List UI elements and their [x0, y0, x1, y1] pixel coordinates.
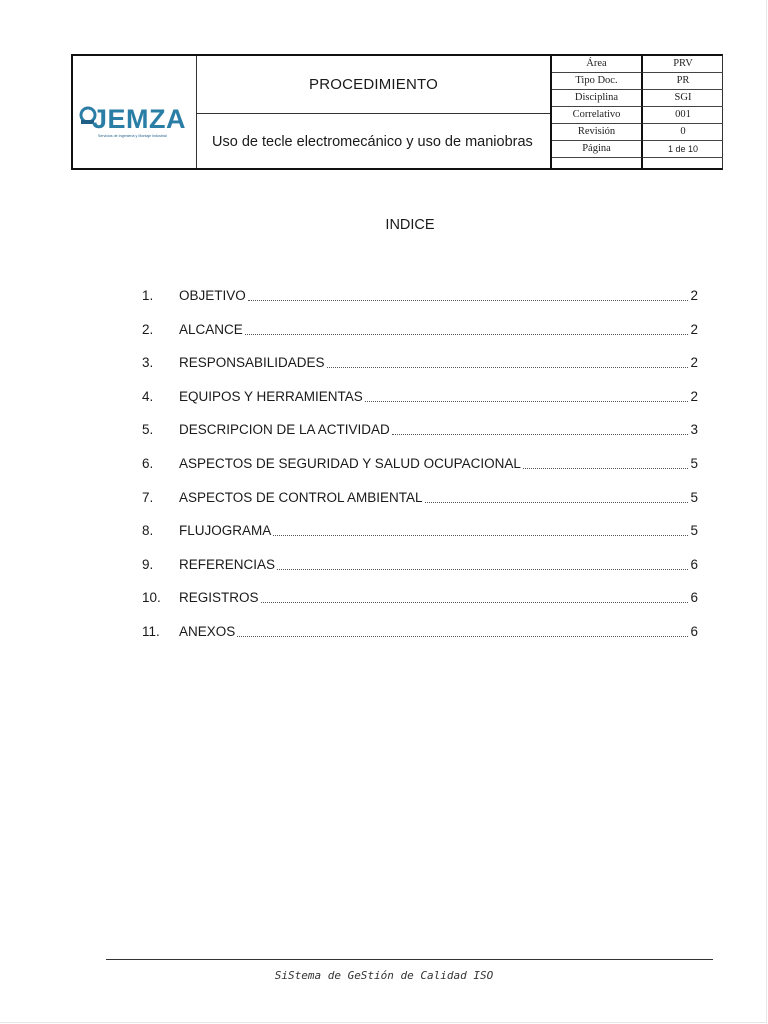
meta-row-area — [552, 56, 723, 73]
toc-leader-dots — [327, 355, 689, 368]
toc-label: RESPONSABILIDADES — [179, 355, 325, 371]
toc-number: 11. — [142, 623, 160, 639]
logo-tagline: Servicios de Ingeniería y Montaje Industrial — [98, 134, 167, 138]
toc-item[interactable] — [142, 322, 698, 356]
toc-leader-dots — [237, 624, 688, 637]
toc-item[interactable] — [142, 590, 698, 624]
toc-number: 8. — [142, 523, 154, 539]
logo-cell — [73, 56, 197, 168]
toc-label: ANEXOS — [179, 623, 236, 639]
toc-number: 10. — [142, 590, 161, 606]
meta-value: 0 — [643, 124, 723, 141]
toc-leader-dots — [425, 490, 689, 503]
document-title: Uso de tecle electromecánico y uso de maniobras — [212, 134, 533, 150]
meta-key: Correlativo — [552, 107, 643, 124]
toc-leader-dots — [365, 389, 689, 402]
meta-row-correlative — [552, 107, 723, 124]
toc-leader-dots — [273, 523, 688, 536]
meta-value: 001 — [643, 107, 723, 124]
toc-number: 5. — [142, 422, 154, 438]
toc-page: 3 — [690, 422, 698, 438]
toc-page: 2 — [690, 388, 698, 404]
logo-text: JEMZA — [92, 104, 187, 134]
toc-number: 1. — [142, 288, 154, 303]
toc-number: 4. — [142, 388, 154, 404]
toc-page: 6 — [690, 556, 698, 572]
toc-leader-dots — [245, 322, 689, 335]
title-cell — [197, 56, 552, 168]
toc-number: 7. — [142, 489, 154, 505]
toc-page: 5 — [690, 523, 698, 539]
toc-item[interactable] — [142, 288, 698, 322]
toc-number: 3. — [142, 355, 154, 371]
toc-page: 2 — [690, 355, 698, 371]
toc-label: ASPECTOS DE CONTROL AMBIENTAL — [179, 489, 423, 505]
meta-value: PR — [643, 73, 723, 90]
meta-key — [552, 158, 643, 170]
toc-label: DESCRIPCION DE LA ACTIVIDAD — [179, 422, 390, 438]
meta-key: Tipo Doc. — [552, 73, 643, 90]
toc-item[interactable] — [142, 422, 698, 456]
document-header — [71, 54, 723, 170]
meta-key: Página — [552, 141, 643, 158]
toc-number: 2. — [142, 321, 154, 337]
meta-key: Área — [552, 56, 643, 73]
toc-page: 2 — [690, 321, 698, 337]
meta-row-doc-type — [552, 73, 723, 90]
toc-label: REGISTROS — [179, 590, 259, 606]
toc-page: 6 — [690, 623, 698, 639]
toc-label: REFERENCIAS — [179, 556, 276, 572]
toc-item[interactable] — [142, 355, 698, 389]
toc-page: 6 — [690, 590, 698, 606]
toc-page: 2 — [690, 288, 698, 303]
meta-key: Revisión — [552, 124, 643, 141]
toc-label: FLUJOGRAMA — [179, 523, 272, 539]
meta-value: SGI — [643, 90, 723, 107]
document-type: PROCEDIMIENTO — [197, 56, 550, 114]
toc-page: 5 — [690, 489, 698, 505]
toc-number: 6. — [142, 455, 154, 471]
toc-label: ASPECTOS DE SEGURIDAD Y SALUD OCUPACIONAL — [179, 455, 521, 471]
meta-value — [643, 158, 723, 170]
toc-leader-dots — [392, 422, 689, 435]
toc-label: ALCANCE — [179, 321, 243, 337]
toc-item[interactable] — [142, 389, 698, 423]
meta-row-revision — [552, 124, 723, 141]
meta-row-page — [552, 141, 723, 158]
toc-leader-dots — [277, 557, 688, 570]
toc-item[interactable] — [142, 557, 698, 591]
toc-item[interactable] — [142, 456, 698, 490]
toc-leader-dots — [248, 288, 689, 301]
footer-text: SiStema de GeStión de Calidad ISO — [274, 969, 494, 982]
footer-divider — [106, 959, 713, 960]
toc-label: OBJETIVO — [179, 288, 246, 303]
table-of-contents — [142, 288, 698, 658]
toc-leader-dots — [261, 590, 689, 603]
metadata-table — [552, 56, 723, 168]
index-title: INDICE — [385, 217, 435, 233]
meta-row-discipline — [552, 90, 723, 107]
meta-value: 1 de 10 — [643, 141, 723, 158]
toc-item[interactable] — [142, 523, 698, 557]
toc-item[interactable] — [142, 490, 698, 524]
toc-page: 5 — [690, 455, 698, 471]
toc-leader-dots — [523, 456, 689, 469]
company-logo — [78, 104, 192, 144]
toc-number: 9. — [142, 556, 154, 572]
meta-row-empty — [552, 158, 723, 170]
toc-item[interactable] — [142, 624, 698, 658]
toc-label: EQUIPOS Y HERRAMIENTAS — [179, 388, 363, 404]
meta-value: PRV — [643, 56, 723, 73]
meta-key: Disciplina — [552, 90, 643, 107]
